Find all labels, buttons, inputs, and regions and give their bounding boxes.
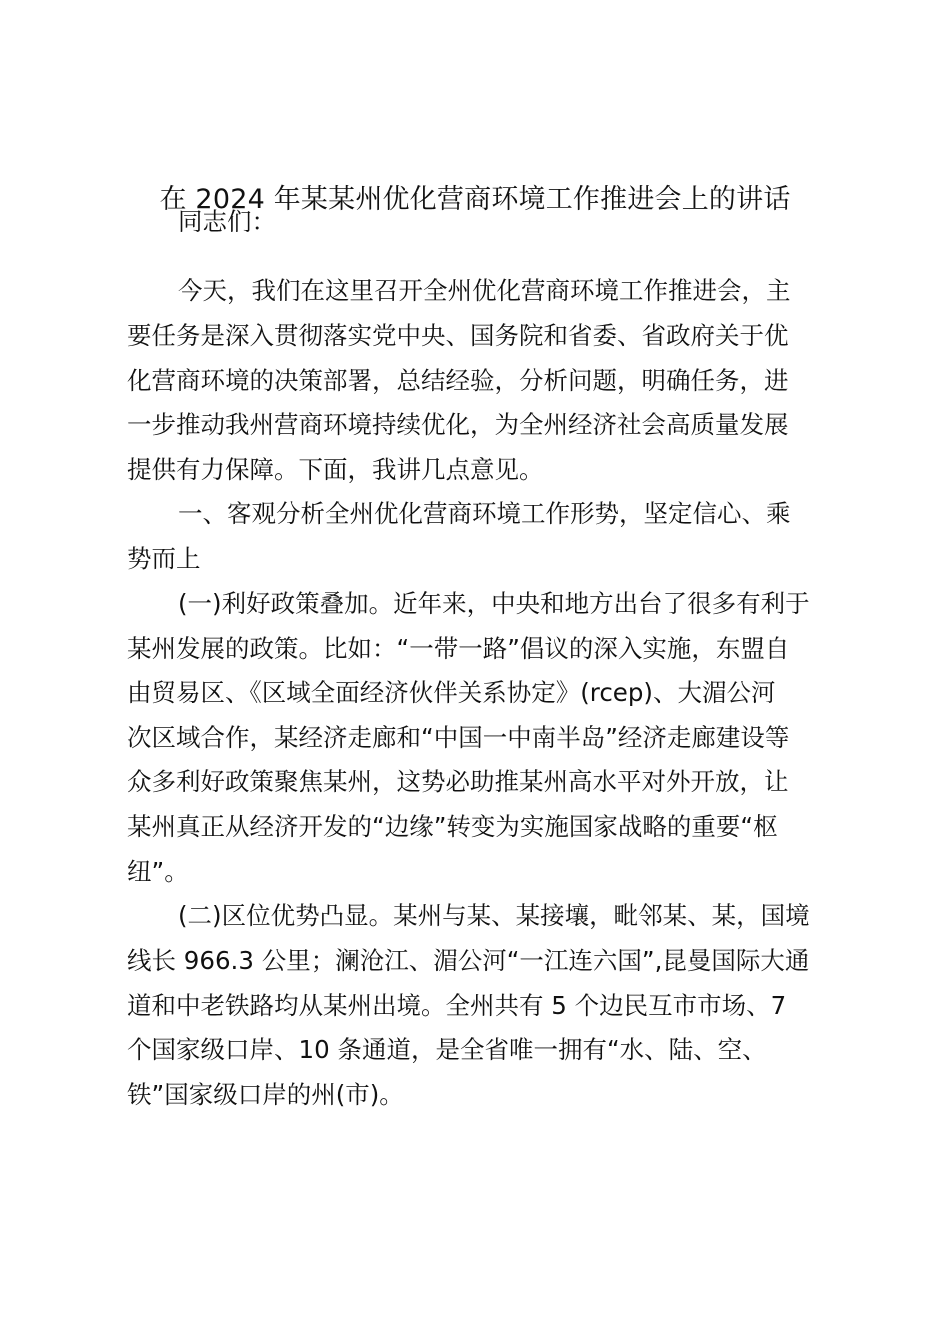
paragraph-line: (一)利好政策叠加。近年来，中央和地方出台了很多有利于 — [178, 589, 810, 618]
paragraph-line: 一步推动我州营商环境持续优化，为全州经济社会高质量发展 — [127, 410, 789, 439]
paragraph-line: 铁”国家级口岸的州(市)。 — [127, 1080, 404, 1109]
paragraph-line: (二)区位优势凸显。某州与某、某接壤，毗邻某、某，国境 — [178, 901, 810, 930]
heading-line: 势而上 — [127, 544, 201, 573]
paragraph-line: 纽”。 — [127, 857, 189, 886]
document-title: 在 2024 年某某州优化营商环境工作推进会上的讲话 — [159, 184, 791, 215]
paragraph-line: 某州真正从经济开发的“边缘”转变为实施国家战略的重要“枢 — [127, 812, 778, 841]
paragraph-line: 提供有力保障。下面，我讲几点意见。 — [127, 455, 544, 484]
paragraph-line: 某州发展的政策。比如：“一带一路”倡议的深入实施，东盟自 — [127, 634, 790, 663]
paragraph-line: 化营商环境的决策部署，总结经验，分析问题，明确任务，进 — [127, 366, 789, 395]
paragraph-line: 由贸易区、《区域全面经济伙伴关系协定》(rcep)、大湄公河 — [127, 678, 776, 707]
paragraph-line: 次区域合作，某经济走廊和“中国一中南半岛”经济走廊建设等 — [127, 723, 790, 752]
paragraph-line: 今天，我们在这里召开全州优化营商环境工作推进会，主 — [178, 276, 791, 305]
paragraph-line: 道和中老铁路均从某州出境。全州共有 5 个边民互市市场、7 — [127, 991, 787, 1020]
paragraph-line: 个国家级口岸、10 条通道，是全省唯一拥有“水、陆、空、 — [127, 1035, 767, 1064]
paragraph-line: 线长 966.3 公里；澜沧江、湄公河“一江连六国”,昆曼国际大通 — [127, 946, 810, 975]
greeting: 同志们： — [178, 207, 276, 236]
paragraph-line: 要任务是深入贯彻落实党中央、国务院和省委、省政府关于优 — [127, 321, 789, 350]
heading-line: 一、客观分析全州优化营商环境工作形势，坚定信心、乘 — [178, 499, 791, 528]
paragraph-line: 众多利好政策聚焦某州，这势必助推某州高水平对外开放，让 — [127, 767, 789, 796]
